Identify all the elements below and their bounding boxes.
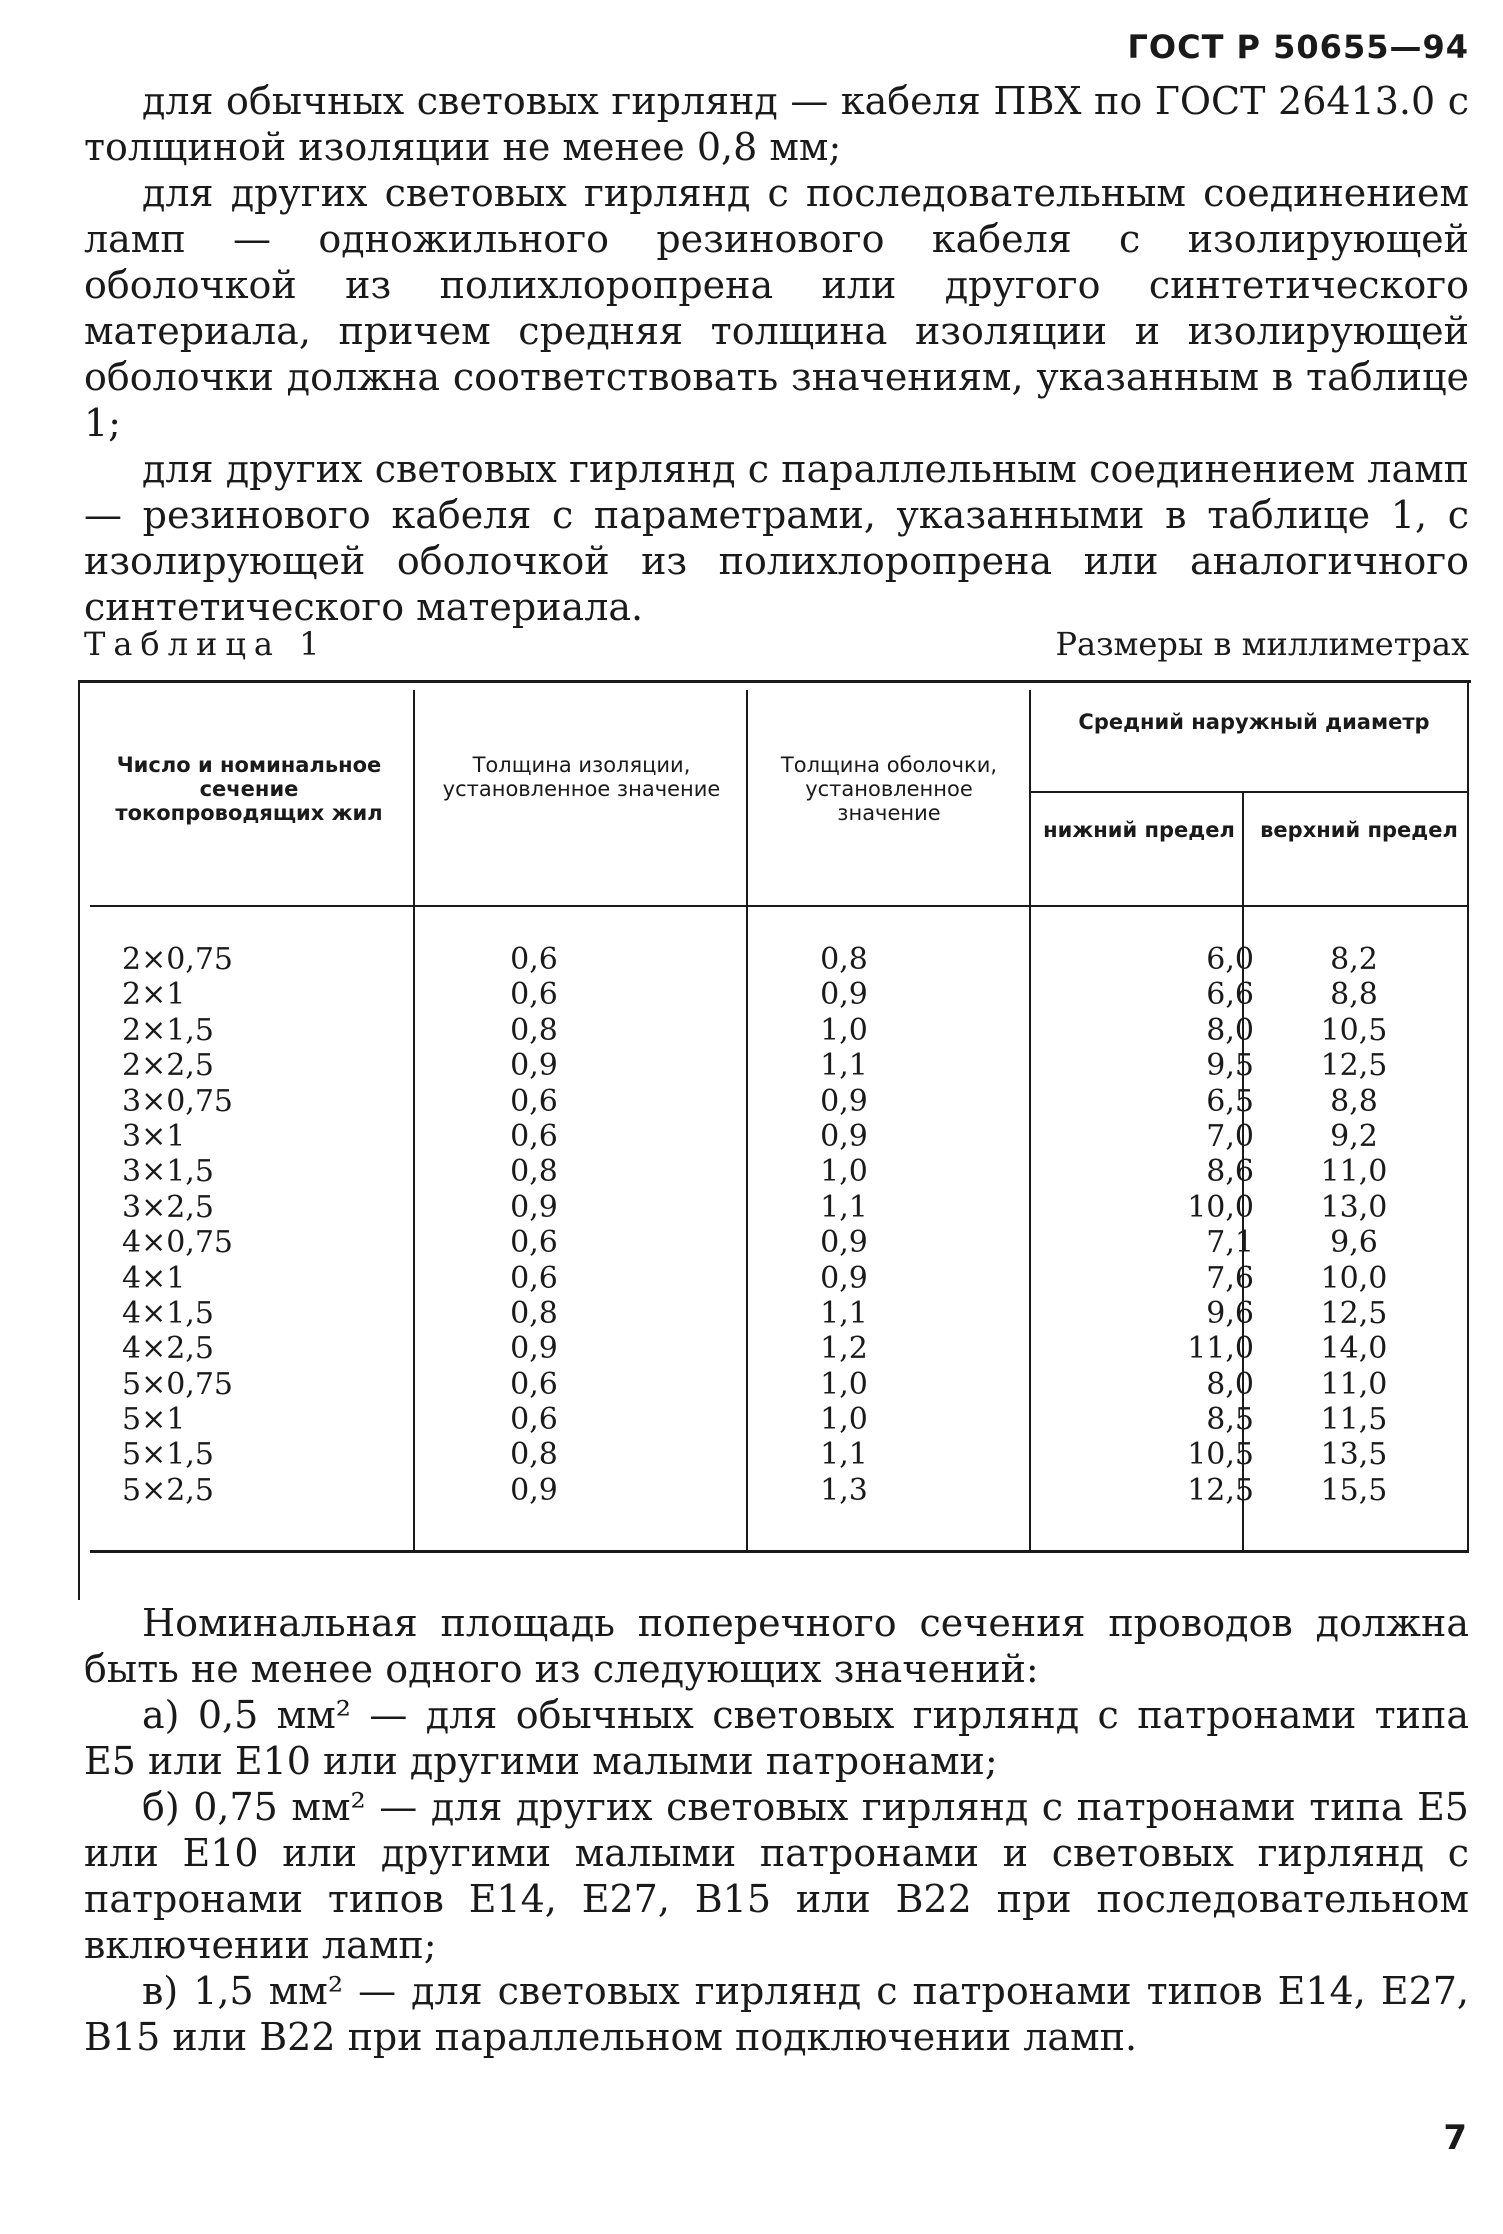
table-cell: 10,5 [1320, 1012, 1388, 1048]
column-sheath [744, 942, 944, 1508]
paragraph-series-connection: для других световых гирлянд с последовательным соединением ламп — одножильного резинового кабеля с изолирующей оболочкой из полихлоропрена или другого синтетического материала, причем средняя толщина изоляции и изолирующей оболочки должна соответствовать значениям, указанным в таблице 1; [84, 171, 1469, 445]
table-cell: 1,1 [820, 1189, 868, 1225]
table-cell: 5×1,5 [122, 1437, 214, 1473]
header-bottom-rule [90, 905, 1469, 907]
table-cell: 13,0 [1320, 1189, 1388, 1225]
table-cell: 1,1 [820, 1048, 868, 1084]
table-cell: 1,0 [820, 1012, 868, 1048]
table-cell: 10,0 [1187, 1189, 1254, 1225]
table-cell: 0,9 [820, 977, 868, 1013]
table-cell: 6,5 [1206, 1083, 1254, 1119]
table-cell: 0,9 [510, 1331, 558, 1367]
table-cell: 8,5 [1206, 1402, 1254, 1438]
table-left-border [78, 680, 80, 1600]
table-cell: 0,8 [820, 942, 868, 977]
table-cell: 0,9 [510, 1472, 558, 1508]
header-upper-limit: верхний предел [1260, 818, 1458, 842]
table-cell: 0,6 [510, 1402, 558, 1438]
table-cell: 0,8 [510, 1154, 558, 1190]
group-header-rule [1029, 791, 1469, 793]
table-cell: 0,6 [510, 1260, 558, 1296]
header-sheath-thickness: Толщина оболочки, установленное значение [780, 753, 998, 825]
header-insulation-thickness: Толщина изоляции, установленное значение [442, 753, 721, 801]
column-insulation [384, 942, 684, 1508]
table-cell: 6,0 [1206, 942, 1254, 977]
table-cell: 0,8 [510, 1437, 558, 1473]
table-cell: 1,3 [820, 1472, 868, 1508]
table-cell: 1,0 [820, 1154, 868, 1190]
table-cell: 1,0 [820, 1402, 868, 1438]
table-cell: 11,0 [1187, 1331, 1254, 1367]
table-cell: 0,9 [820, 1083, 868, 1119]
list-item-c: в) 1,5 мм² — для световых гирлянд с патронами типов E14, E27, B15 или B22 при параллельном подключении ламп. [84, 1969, 1469, 2059]
paragraph-cross-section: Номинальная площадь поперечного сечения проводов должна быть не менее одного из следующих значений: [84, 1601, 1469, 1691]
table-cell: 9,2 [1330, 1118, 1378, 1154]
header-conductors: Число и номинальное сечение токопроводящих жил [115, 753, 383, 825]
paragraph-pvc-cable: для обычных световых гирлянд — кабеля ПВХ по ГОСТ 26413.0 с толщиной изоляции не менее 0,8 мм; [84, 79, 1469, 169]
list-item-a: а) 0,5 мм² — для обычных световых гирлянд с патронами типа E5 или E10 или другими малыми патронами; [84, 1693, 1469, 1783]
table-cell: 0,9 [820, 1260, 868, 1296]
table-cell: 10,5 [1187, 1437, 1254, 1473]
table-cell: 2×2,5 [122, 1048, 214, 1084]
table-bottom-rule [90, 1550, 1469, 1553]
table-cell: 5×0,75 [122, 1366, 234, 1402]
table-cell: 13,5 [1320, 1437, 1388, 1473]
table-cell: 8,8 [1330, 1083, 1378, 1119]
table-cell: 11,0 [1320, 1154, 1388, 1190]
table-cell: 14,0 [1320, 1331, 1388, 1367]
table-cell: 8,6 [1206, 1154, 1254, 1190]
table-cell: 7,6 [1206, 1260, 1254, 1296]
table-cell: 1,0 [820, 1366, 868, 1402]
paragraph-parallel-connection: для других световых гирлянд с параллельным соединением ламп — резинового кабеля с параметрами, указанными в таблице 1, с изолирующей оболочкой из полихлоропрена или аналогичного синтетического материала. [84, 447, 1469, 629]
header-lower-limit: нижний предел [1043, 818, 1235, 842]
list-item-b: б) 0,75 мм² — для других световых гирлянд с патронами типа E5 или E10 или другими малыми патронами и световых гирлянд с патронами типов E14, E27, B15 или B22 при последовательном включении ламп; [84, 1785, 1469, 1967]
table-cell: 15,5 [1320, 1472, 1388, 1508]
table-cell: 11,0 [1320, 1366, 1388, 1402]
document-header: ГОСТ Р 50655—94 [1127, 28, 1469, 66]
cross-section-text [84, 1600, 1469, 2060]
table-cell: 0,9 [820, 1225, 868, 1261]
table-cell: 8,8 [1330, 977, 1378, 1013]
header-outer-diameter-group: Средний наружный диаметр [1078, 710, 1430, 734]
table-caption: Таблица 1 [84, 625, 328, 663]
table-cell: 8,2 [1330, 942, 1378, 977]
table-cell: 9,6 [1206, 1295, 1254, 1331]
table-cell: 12,5 [1320, 1295, 1388, 1331]
cable-parameters-table [84, 680, 1469, 1560]
table-cell: 4×2,5 [122, 1331, 214, 1367]
table-cell: 0,9 [820, 1118, 868, 1154]
table-cell: 4×1 [122, 1260, 186, 1296]
table-cell: 12,5 [1320, 1048, 1388, 1084]
table-cell: 4×0,75 [122, 1225, 234, 1261]
table-cell: 2×1,5 [122, 1012, 214, 1048]
table-cell: 1,1 [820, 1437, 868, 1473]
table-cell: 0,6 [510, 977, 558, 1013]
table-cell: 11,5 [1320, 1402, 1388, 1438]
table-cell: 0,6 [510, 1118, 558, 1154]
table-right-border [1467, 680, 1469, 1553]
table-cell: 10,0 [1320, 1260, 1388, 1296]
table-cell: 4×1,5 [122, 1295, 214, 1331]
table-cell: 0,8 [510, 1012, 558, 1048]
column-lower-limit [1034, 942, 1254, 1508]
intro-text [84, 78, 1469, 630]
table-caption-row [84, 625, 1469, 663]
table-cell: 2×1 [122, 977, 186, 1013]
table-cell: 0,6 [510, 1366, 558, 1402]
table-cell: 0,9 [510, 1048, 558, 1084]
table-cell: 3×1,5 [122, 1154, 214, 1190]
table-cell: 8,0 [1206, 1012, 1254, 1048]
column-conductors [122, 942, 322, 1508]
table-top-rule [78, 680, 1471, 683]
table-cell: 3×1 [122, 1118, 186, 1154]
table-cell: 0,9 [510, 1189, 558, 1225]
table-cell: 0,8 [510, 1295, 558, 1331]
table-cell: 5×1 [122, 1402, 186, 1438]
page-number: 7 [1443, 2118, 1467, 2158]
table-cell: 3×0,75 [122, 1083, 234, 1119]
table-cell: 3×2,5 [122, 1189, 214, 1225]
table-cell: 6,6 [1206, 977, 1254, 1013]
table-cell: 8,0 [1206, 1366, 1254, 1402]
column-divider-3 [1029, 690, 1031, 1550]
table-cell: 1,2 [820, 1331, 868, 1367]
table-cell: 1,1 [820, 1295, 868, 1331]
table-cell: 2×0,75 [122, 942, 234, 977]
table-cell: 12,5 [1187, 1472, 1254, 1508]
table-cell: 5×2,5 [122, 1472, 214, 1508]
column-upper-limit [1254, 942, 1454, 1508]
table-cell: 7,0 [1206, 1118, 1254, 1154]
table-cell: 0,6 [510, 942, 558, 977]
table-cell: 7,1 [1206, 1225, 1254, 1261]
table-cell: 9,6 [1330, 1225, 1378, 1261]
table-cell: 0,6 [510, 1225, 558, 1261]
table-cell: 0,6 [510, 1083, 558, 1119]
table-units-note: Размеры в миллиметрах [1055, 625, 1469, 663]
table-cell: 9,5 [1206, 1048, 1254, 1084]
